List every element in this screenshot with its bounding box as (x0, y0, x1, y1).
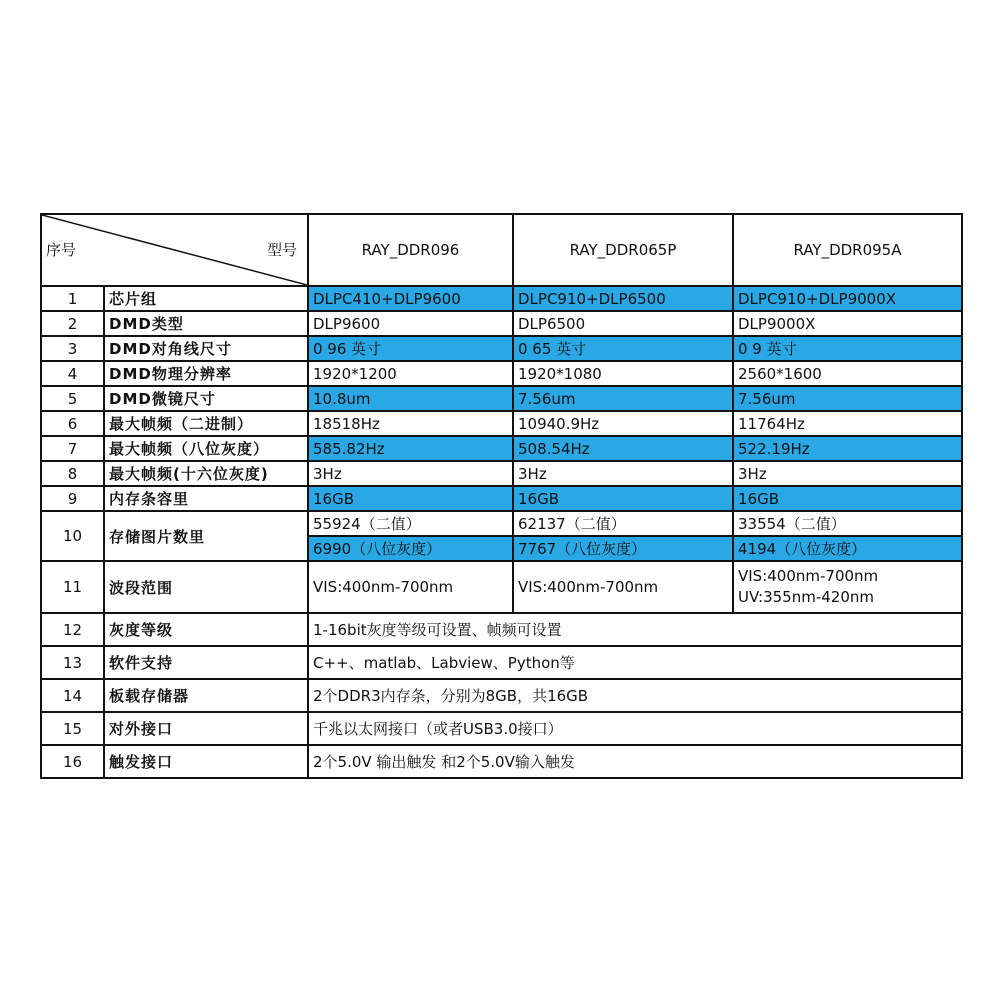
row-number: 2 (41, 311, 104, 336)
row-number: 15 (41, 712, 104, 745)
cell-value-span: 2个5.0V 输出触发 和2个5.0V输入触发 (308, 745, 962, 778)
row-label: 波段范围 (104, 561, 308, 613)
cell-value-span: 1-16bit灰度等级可设置、帧频可设置 (308, 613, 962, 646)
model-header: RAY_DDR096 (308, 214, 513, 286)
table-row (41, 613, 962, 646)
cell-value: 0 65 英寸 (513, 336, 733, 361)
cell-value: 55924（二值） (308, 511, 513, 536)
row-label: 内存条容里 (104, 486, 308, 511)
table-row (41, 679, 962, 712)
table-row (41, 745, 962, 778)
row-number: 14 (41, 679, 104, 712)
row-number: 4 (41, 361, 104, 386)
cell-value-span: C++、matlab、Labview、Python等 (308, 646, 962, 679)
cell-value: 6990（八位灰度） (308, 536, 513, 561)
cell-value: 2560*1600 (733, 361, 962, 386)
row-number: 16 (41, 745, 104, 778)
table-row (41, 511, 962, 536)
corner-left-label: 序号 (46, 241, 77, 259)
table-row (41, 436, 962, 461)
cell-value: 18518Hz (308, 411, 513, 436)
cell-value: 3Hz (513, 461, 733, 486)
row-label: 灰度等级 (104, 613, 308, 646)
cell-line: VIS:400nm-700nm (738, 567, 879, 585)
table-row (41, 561, 962, 613)
model-header: RAY_DDR095A (733, 214, 962, 286)
cell-value: 3Hz (733, 461, 962, 486)
cell-value: DLP9600 (308, 311, 513, 336)
cell-value: DLPC910+DLP9000X (733, 286, 962, 311)
row-label: 软件支持 (104, 646, 308, 679)
row-label: 对外接口 (104, 712, 308, 745)
cell-value: 16GB (308, 486, 513, 511)
row-number: 3 (41, 336, 104, 361)
cell-value: VIS:400nm-700nm (513, 561, 733, 613)
table-row (41, 712, 962, 745)
row-label: DMD对角线尺寸 (104, 336, 308, 361)
row-label: DMD微镜尺寸 (104, 386, 308, 411)
row-label: 存储图片数里 (104, 511, 308, 561)
cell-value: 62137（二值） (513, 511, 733, 536)
row-label: 最大帧频(十六位灰度) (104, 461, 308, 486)
cell-value: 585.82Hz (308, 436, 513, 461)
row-number: 11 (41, 561, 104, 613)
cell-value: 10.8um (308, 386, 513, 411)
row-label: 最大帧频（二进制） (104, 411, 308, 436)
row-number: 12 (41, 613, 104, 646)
cell-value-span: 千兆以太网接口（或者USB3.0接口） (308, 712, 962, 745)
cell-value: 1920*1200 (308, 361, 513, 386)
cell-value: DLP6500 (513, 311, 733, 336)
table-row (41, 336, 962, 361)
cell-value: 1920*1080 (513, 361, 733, 386)
row-number: 8 (41, 461, 104, 486)
cell-value: 16GB (733, 486, 962, 511)
cell-value: 16GB (513, 486, 733, 511)
row-number: 7 (41, 436, 104, 461)
row-number: 9 (41, 486, 104, 511)
cell-value: 10940.9Hz (513, 411, 733, 436)
cell-value: 0 96 英寸 (308, 336, 513, 361)
header-row (41, 214, 962, 286)
cell-value: 7.56um (513, 386, 733, 411)
row-number: 1 (41, 286, 104, 311)
cell-value: 7767（八位灰度） (513, 536, 733, 561)
table-row (41, 646, 962, 679)
table-row (41, 386, 962, 411)
cell-value: 4194（八位灰度） (733, 536, 962, 561)
cell-value: 0 9 英寸 (733, 336, 962, 361)
table-row (41, 311, 962, 336)
table-row (41, 461, 962, 486)
row-label: 芯片组 (104, 286, 308, 311)
cell-value-span: 2个DDR3内存条，分别为8GB，共16GB (308, 679, 962, 712)
row-label: 板载存储器 (104, 679, 308, 712)
model-header: RAY_DDR065P (513, 214, 733, 286)
table-row (41, 361, 962, 386)
row-label: DMD类型 (104, 311, 308, 336)
cell-value: DLPC910+DLP6500 (513, 286, 733, 311)
cell-value: 522.19Hz (733, 436, 962, 461)
table-row (41, 411, 962, 436)
table-row (41, 486, 962, 511)
cell-line: UV:355nm-420nm (738, 588, 874, 606)
cell-value: DLP9000X (733, 311, 962, 336)
corner-right-label: 型号 (266, 241, 297, 259)
cell-value: 33554（二值） (733, 511, 962, 536)
cell-value: DLPC410+DLP9600 (308, 286, 513, 311)
cell-value: 3Hz (308, 461, 513, 486)
cell-value: 11764Hz (733, 411, 962, 436)
cell-value-multiline (733, 561, 962, 613)
row-number: 10 (41, 511, 104, 561)
row-number: 5 (41, 386, 104, 411)
row-label: 最大帧频（八位灰度） (104, 436, 308, 461)
row-label: 触发接口 (104, 745, 308, 778)
row-label: DMD物理分辨率 (104, 361, 308, 386)
cell-value: VIS:400nm-700nm (308, 561, 513, 613)
row-number: 6 (41, 411, 104, 436)
table-row (41, 286, 962, 311)
spec-table (40, 213, 963, 779)
row-number: 13 (41, 646, 104, 679)
cell-value: 508.54Hz (513, 436, 733, 461)
corner-cell (41, 214, 308, 286)
cell-value: 7.56um (733, 386, 962, 411)
